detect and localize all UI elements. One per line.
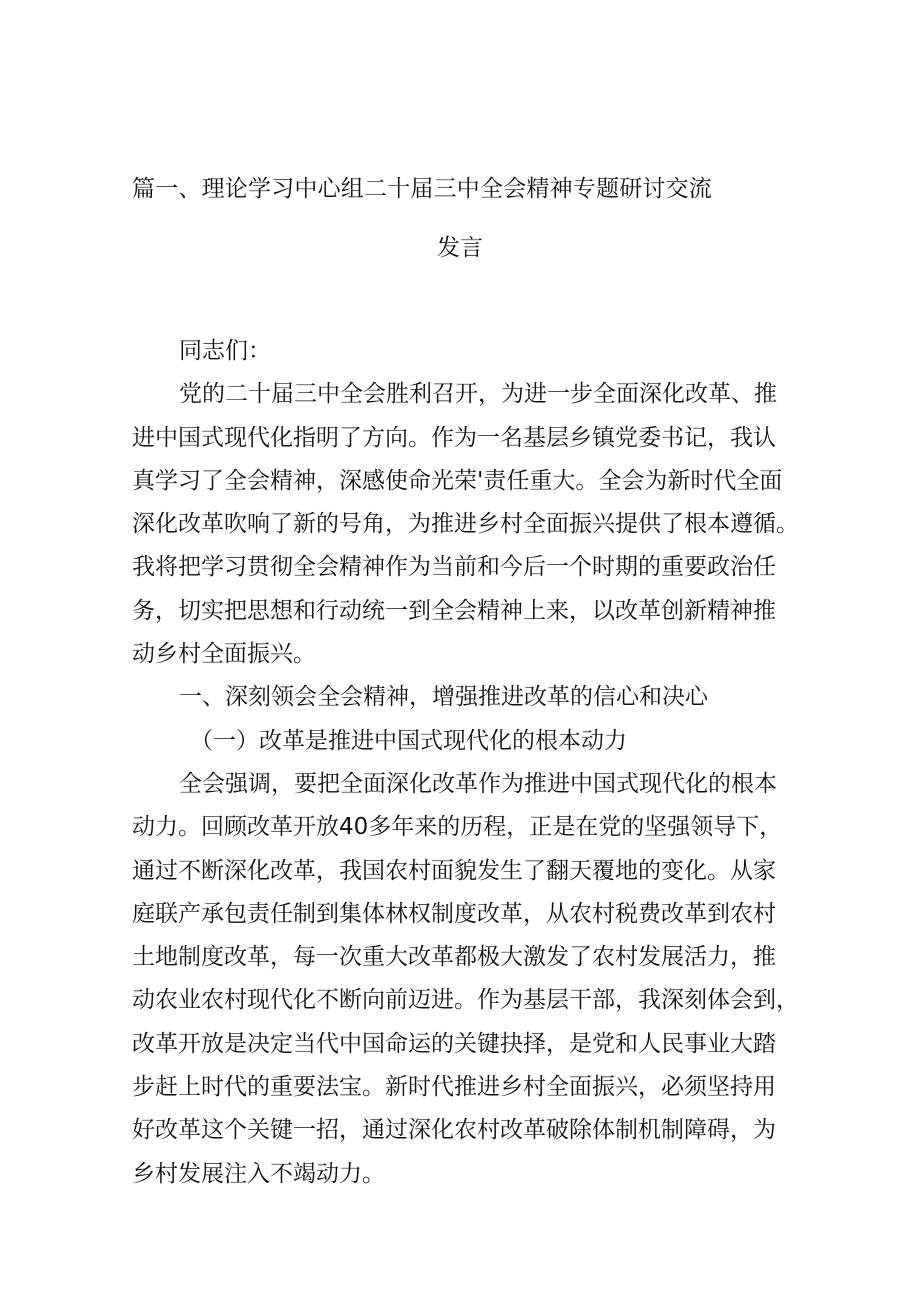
paragraph-line: 庭联产承包责任制到集体林权制度改革，从农村税费改革到农村 (132, 900, 776, 927)
document-title-line-1: 篇一、理论学习中心组二十届三中全会精神专题研讨交流 (132, 176, 712, 202)
paragraph-line: 进中国式现代化指明了方向。作为一名基层乡镇党委书记，我认 (132, 424, 776, 451)
document-title-line-2: 发言 (437, 235, 483, 261)
paragraph-line: 通过不断深化改革，我国农村面貌发生了翻天覆地的变化。从家 (132, 857, 776, 884)
paragraph-line: 好改革这个关键一招，通过深化农村改革破除体制机制障碍，为 (132, 1117, 776, 1144)
paragraph-line: 党的二十届三中全会胜利召开，为进一步全面深化改革、推 (179, 381, 777, 408)
paragraph-line: 动乡村全面振兴。 (132, 641, 316, 668)
paragraph-line: 务，切实把思想和行动统一到全会精神上来，以改革创新精神推 (132, 597, 776, 624)
subsection-heading: （一）改革是推进中国式现代化的根本动力 (190, 727, 627, 754)
paragraph-line: 真学习了全会精神，深感使命光荣'责任重大。全会为新时代全面 (132, 467, 783, 494)
paragraph-line: 土地制度改革，每一次重大改革都极大激发了农村发展活力，推 (132, 944, 776, 971)
salutation: 同志们： (179, 338, 271, 364)
paragraph-line: 深化改革吹响了新的号角，为推进乡村全面振兴提供了根本遵循。 (132, 511, 799, 538)
paragraph-line: 动农业农村现代化不断向前迈进。作为基层干部，我深刻体会到， (132, 987, 799, 1014)
document-body (132, 330, 799, 1196)
section-heading: 一、深刻领会全会精神，增强推进改革的信心和决心 (179, 684, 708, 711)
paragraph-line: 步赶上时代的重要法宝。新时代推进乡村全面振兴，必须坚持用 (132, 1074, 776, 1101)
paragraph-line: 改革开放是决定当代中国命运的关键抉择，是党和人民事业大踏 (132, 1030, 776, 1057)
paragraph-line: 我将把学习贯彻全会精神作为当前和今后一个时期的重要政治任 (132, 554, 776, 581)
paragraph-line: 动力。回顾改革开放40多年来的历程，正是在党的坚强领导下， (132, 814, 783, 841)
paragraph-line: 乡村发展注入不竭动力。 (132, 1160, 385, 1187)
paragraph-line: 全会强调，要把全面深化改革作为推进中国式现代化的根本 (179, 770, 777, 797)
